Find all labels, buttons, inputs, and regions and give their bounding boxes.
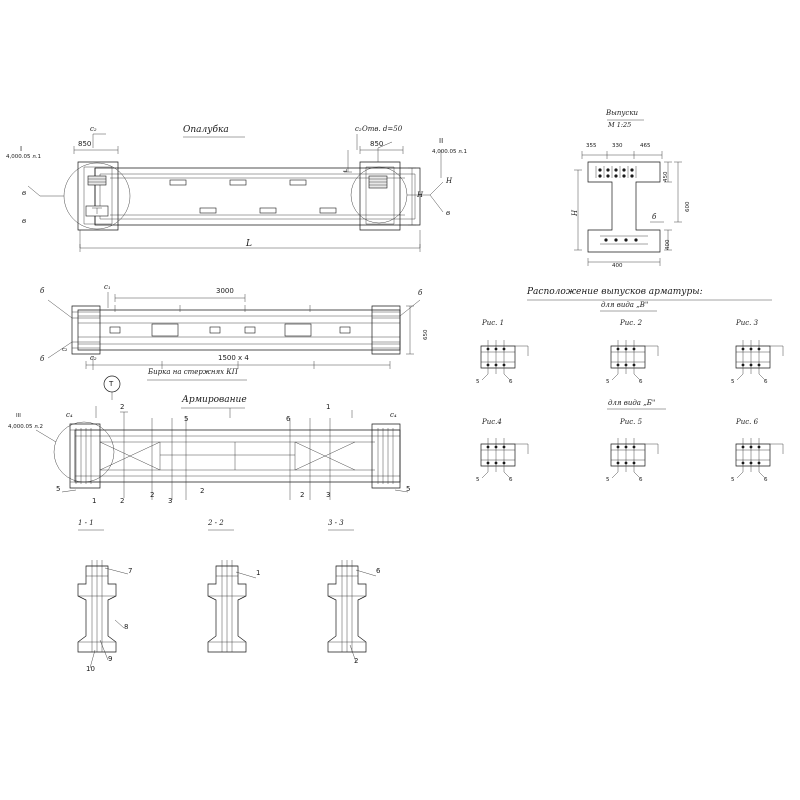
rebar-fig-5-mark-a: 5 <box>606 477 610 483</box>
reinforcement-mark-code: 4,000.05 л.2 <box>8 424 44 430</box>
rebar-fig-6-caption: Рис. 6 <box>736 418 759 426</box>
reinforcement-callout-5c: 5 <box>406 485 411 493</box>
rebar-fig-6-mark-a: 5 <box>731 477 735 483</box>
section-1-callout-9: 9 <box>108 655 113 663</box>
reinforcement-callout-2d: 2 <box>200 487 205 495</box>
reinforcement-callout-2: 2 <box>120 403 125 411</box>
plan-mark-small: c₂ <box>62 347 68 353</box>
formwork-dim-height: H <box>417 191 424 199</box>
reinforcement-mark-num: III <box>16 413 21 419</box>
rebar-fig-4-caption: Рис.4 <box>482 418 502 426</box>
formwork-mark-left-code: 4,000.05 л.1 <box>6 154 42 160</box>
formwork-c2-left: c₂ <box>90 125 97 133</box>
reinforcement-callout-5a: 5 <box>184 415 189 423</box>
plan-dim-1500x4: 1500 x 4 <box>218 354 249 362</box>
reinforcement-callout-3a: 3 <box>168 497 173 505</box>
views-dim-h: H <box>571 209 579 216</box>
formwork-dim-right: 850 <box>370 140 384 148</box>
formwork-side-v-3: в <box>446 209 451 217</box>
rebar-fig-2-mark-a: 5 <box>606 379 610 385</box>
reinforcement-callout-2b: 2 <box>120 497 125 505</box>
rebar-fig-3-caption: Рис. 3 <box>736 319 759 327</box>
rebar-fig-1-mark-a: 5 <box>476 379 480 385</box>
reinforcement-callout-3b: 3 <box>326 491 331 499</box>
formwork-mark-right-code: 4,000.05 л.1 <box>432 149 468 155</box>
rebar-fig-3-mark-b: 6 <box>764 379 768 385</box>
formwork-dim-total: L <box>246 239 252 249</box>
views-dim-450: 450 <box>663 171 669 182</box>
section-1-1-title: 1 - 1 <box>78 519 94 527</box>
formwork-title: Опалубка <box>183 125 229 135</box>
reinforcement-callout-6: 6 <box>286 415 291 423</box>
section-3-callout-2: 2 <box>354 657 359 665</box>
views-dim-330: 330 <box>612 143 623 149</box>
views-dim-355: 355 <box>586 143 597 149</box>
section-1-callout-8: 8 <box>124 623 129 631</box>
reinforcement-callout-2e: 2 <box>300 491 305 499</box>
rebar-group-v: для вида „В" <box>601 301 649 309</box>
formwork-dim-left: 850 <box>78 140 92 148</box>
rebar-fig-5-caption: Рис. 5 <box>620 418 643 426</box>
reinforcement-callout-1b: 1 <box>92 497 97 505</box>
plan-label-b-left2: б <box>40 355 45 363</box>
plan-dim-650: 650 <box>423 329 429 340</box>
rebar-fig-2-mark-b: 6 <box>639 379 643 385</box>
reinforcement-c4-right: c₄ <box>390 411 397 419</box>
reinforcement-callout-5b: 5 <box>56 485 61 493</box>
formwork-hole-label: Отв. d=50 <box>362 125 403 133</box>
plan-c1: c₁ <box>104 283 111 291</box>
rebar-layout-title: Расположение выпусков арматуры: <box>527 287 703 297</box>
views-dim-465: 465 <box>640 143 651 149</box>
reinforcement-c4-left: c₄ <box>66 411 73 419</box>
views-title: Выпуски <box>606 109 639 117</box>
rebar-fig-5-mark-b: 6 <box>639 477 643 483</box>
views-dim-400: 400 <box>665 239 671 250</box>
tag-title: Бирка на стержнях КП <box>148 368 238 376</box>
section-2-2-title: 2 - 2 <box>208 519 224 527</box>
rebar-fig-1-mark-b: 6 <box>509 379 513 385</box>
formwork-side-b: H <box>446 177 453 185</box>
plan-dim-3000: 3000 <box>216 287 234 295</box>
views-scale: М 1:25 <box>608 121 632 129</box>
formwork-c2-right: c₂ <box>355 125 362 133</box>
plan-label-b-right: б <box>418 289 423 297</box>
rebar-fig-6-mark-b: 6 <box>764 477 768 483</box>
formwork-mark-I: I <box>20 145 23 153</box>
rebar-fig-4-mark-a: 5 <box>476 477 480 483</box>
reinforcement-title: Армирование <box>182 395 247 405</box>
rebar-fig-4-mark-b: 6 <box>509 477 513 483</box>
formwork-side-v-2: в <box>22 217 27 225</box>
views-dim-600: 600 <box>685 201 691 212</box>
section-1-callout-7: 7 <box>128 567 133 575</box>
rebar-group-b: для вида „Б" <box>608 399 656 407</box>
plan-c2: c₂ <box>90 354 97 362</box>
rebar-fig-3-mark-a: 5 <box>731 379 735 385</box>
reinforcement-callout-2c: 2 <box>150 491 155 499</box>
section-3-3-title: 3 - 3 <box>328 519 344 527</box>
plan-label-b-left: б <box>40 287 45 295</box>
formwork-side-v-1: в <box>22 189 27 197</box>
tag-letter: Т <box>109 380 114 388</box>
views-dim-400b: 400 <box>612 263 623 269</box>
section-3-callout-6: 6 <box>376 567 381 575</box>
formwork-mark-II: II <box>439 137 444 145</box>
formwork-dim-600: L <box>343 168 349 172</box>
rebar-fig-1-caption: Рис. 1 <box>482 319 505 327</box>
reinforcement-callout-1: 1 <box>326 403 331 411</box>
section-1-callout-10: 10 <box>86 665 95 673</box>
rebar-fig-2-caption: Рис. 2 <box>620 319 643 327</box>
views-dim-b: б <box>652 213 657 221</box>
section-2-callout-1: 1 <box>256 569 261 577</box>
